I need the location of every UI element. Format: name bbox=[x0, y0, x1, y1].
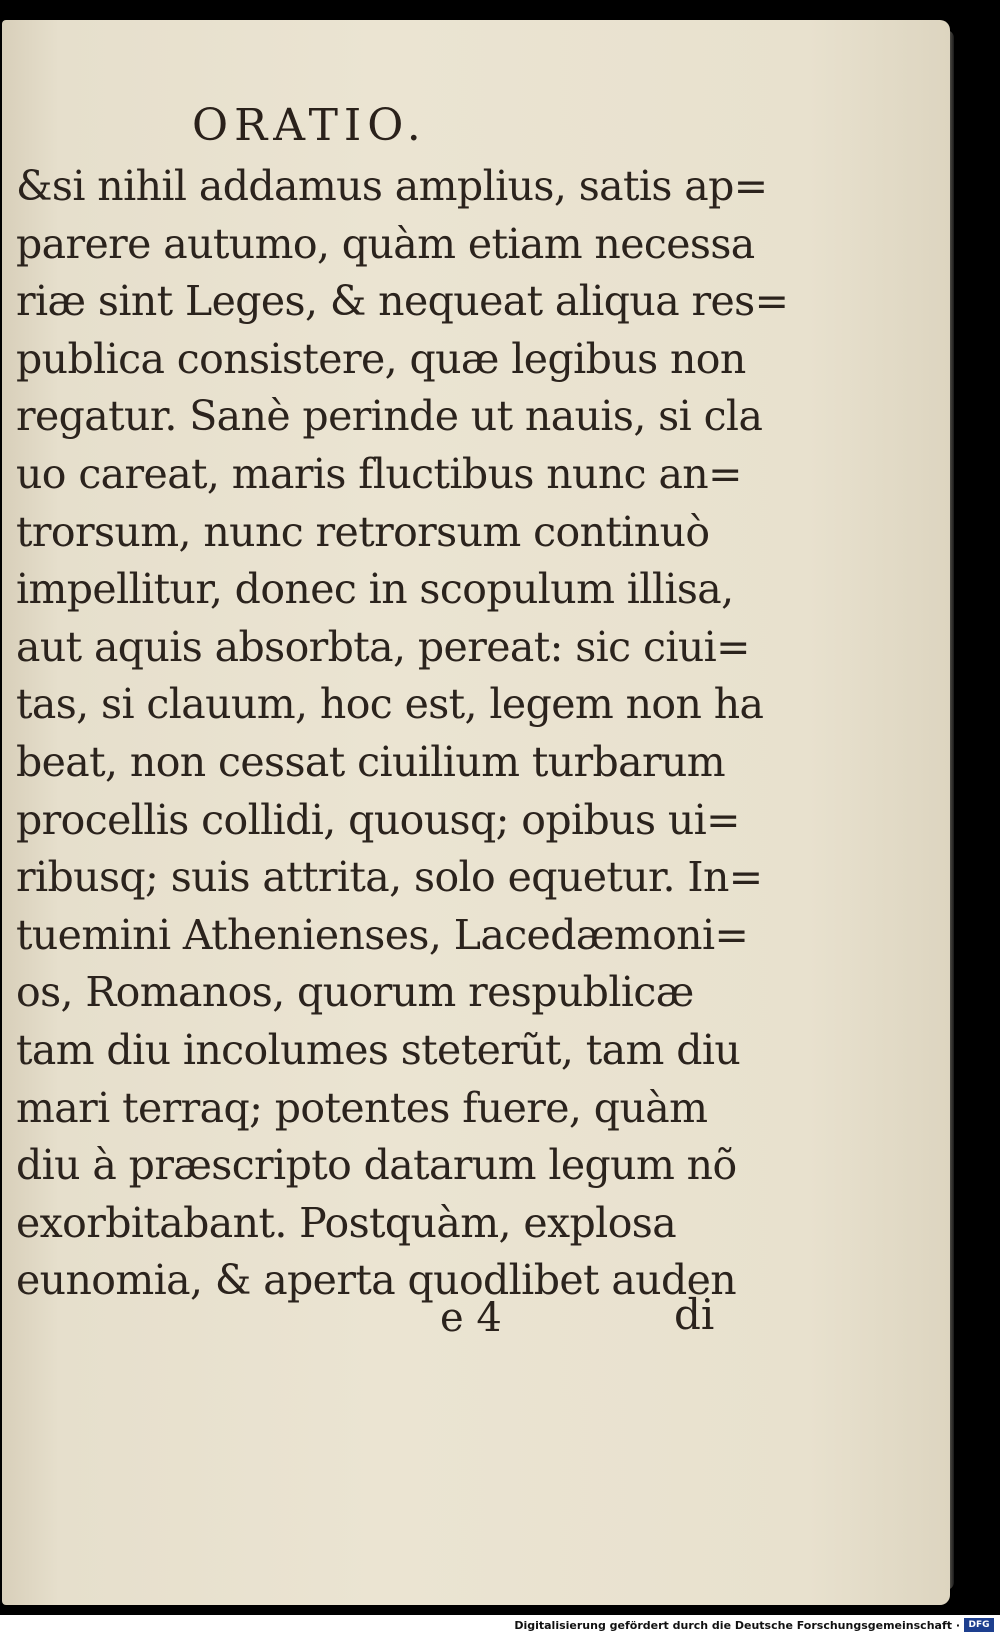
text-line: procellis collidi, quousq; opibus ui= bbox=[16, 795, 740, 844]
text-line: beat, non cessat ciuilium turbarum bbox=[16, 737, 726, 786]
text-line: publica consistere, quæ legibus non bbox=[16, 334, 746, 383]
body-text bbox=[16, 158, 789, 1310]
catchword: di bbox=[674, 1290, 715, 1339]
text-line: eunomia, & aperta quodlibet auden bbox=[16, 1256, 737, 1305]
text-line: diu à præscripto datarum legum nõ bbox=[16, 1141, 737, 1190]
text-line: aut aquis absorbta, pereat: sic ciui= bbox=[16, 622, 750, 671]
text-line: &si nihil addamus amplius, satis ap= bbox=[16, 162, 768, 210]
text-line: tuemini Athenienses, Lacedæmoni= bbox=[16, 910, 749, 959]
text-line: mari terraq; potentes fuere, quàm bbox=[16, 1083, 708, 1132]
text-line: tas, si clauum, hoc est, legem non ha bbox=[16, 680, 764, 729]
text-line: trorsum, nunc retrorsum continuò bbox=[16, 507, 710, 556]
text-line: parere autumo, quàm etiam necessa bbox=[16, 219, 755, 268]
dfg-logo-icon: DFG bbox=[964, 1618, 994, 1632]
text-line: exorbitabant. Postquàm, explosa bbox=[16, 1198, 677, 1247]
text-line: impellitur, donec in scopulum illisa, bbox=[16, 565, 734, 614]
text-line: tam diu incolumes steterũt, tam diu bbox=[16, 1025, 741, 1074]
signature-mark: e 4 bbox=[440, 1295, 502, 1341]
running-head: ORATIO. bbox=[192, 100, 427, 151]
footer-credit: Digitalisierung gefördert durch die Deutsche Forschungsgemeinschaft · bbox=[514, 1619, 960, 1632]
text-line: riæ sint Leges, & nequeat aliqua res= bbox=[16, 277, 789, 326]
text-line: os, Romanos, quorum respublicæ bbox=[16, 968, 694, 1017]
text-line: regatur. Sanè perinde ut nauis, si cla bbox=[16, 392, 763, 441]
text-line: ribusq; suis attrita, solo equetur. In= bbox=[16, 853, 763, 902]
text-line: uo careat, maris fluctibus nunc an= bbox=[16, 449, 742, 498]
